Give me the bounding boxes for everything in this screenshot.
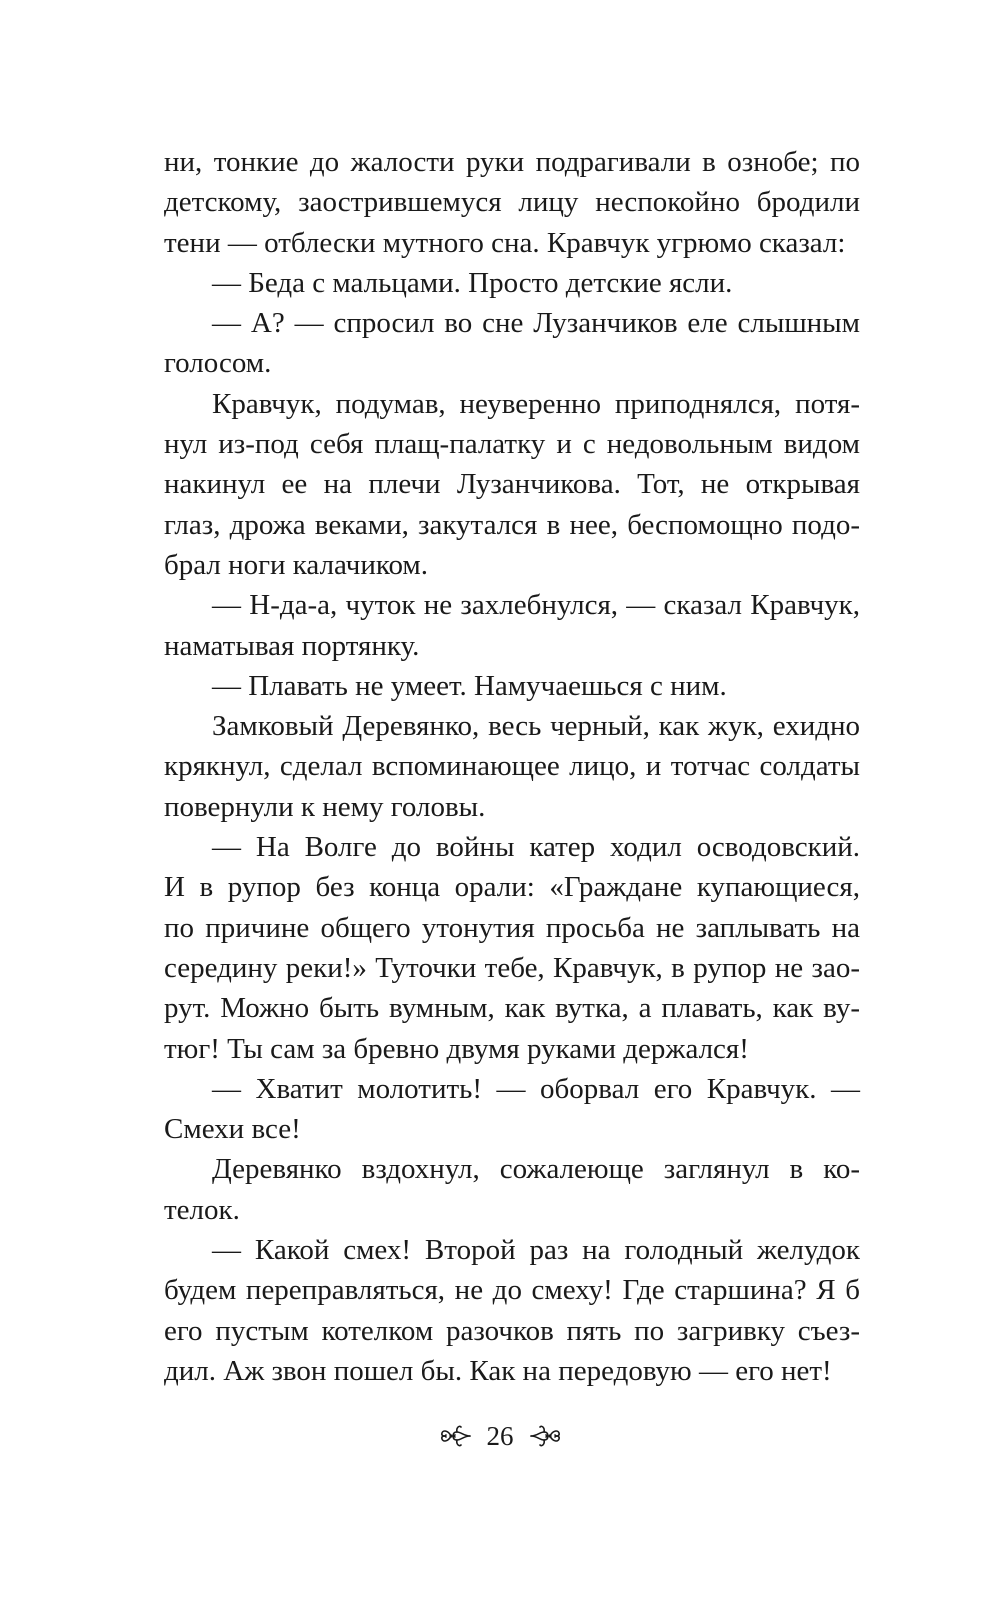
text-line: Деревянко вздохнул, сожалеюще заглянул в ко-	[212, 1153, 860, 1186]
text-line: Смехи все!	[164, 1113, 301, 1146]
page-text	[164, 142, 860, 1391]
text-line: рут. Можно быть вумным, как вутка, а плавать, как ву-	[164, 992, 860, 1025]
text-line: — Какой смех! Второй раз на голодный желудок	[212, 1234, 860, 1267]
floral-ornament-left-icon	[439, 1422, 473, 1450]
text-line: телок.	[164, 1193, 240, 1226]
text-line: — Плавать не умеет. Намучаешься с ним.	[212, 669, 727, 702]
text-line: — А? — спросил во сне Лузанчиков еле слышным	[212, 307, 860, 340]
text-line: по причине общего утонутия просьба не заплывать на	[164, 911, 860, 944]
text-line: наматывая портянку.	[164, 629, 420, 662]
text-line: накинул ее на плечи Лузанчикова. Тот, не открывая	[164, 468, 860, 501]
text-line: — Н-да-а, чуток не захлебнулся, — сказал Кравчук,	[212, 589, 860, 622]
page-number: 26	[486, 1421, 514, 1451]
text-line: дил. Аж звон пошел бы. Как на передовую — его нет!	[164, 1354, 832, 1387]
text-line: будем переправляться, не до смеху! Где старшина? Я б	[164, 1274, 860, 1307]
floral-ornament-right-icon	[528, 1422, 562, 1450]
text-line: глаз, дрожа веками, закутался в нее, беспомощно подо-	[164, 508, 860, 541]
text-line: тени — отблески мутного сна. Кравчук угрюмо сказал:	[164, 226, 846, 259]
text-line: — Беда с мальцами. Просто детские ясли.	[212, 266, 733, 299]
text-line: тюг! Ты сам за бревно двумя руками держался!	[164, 1032, 749, 1065]
text-line: ни, тонкие до жалости руки подрагивали в ознобе; по	[164, 146, 860, 178]
text-line: повернули к нему головы.	[164, 790, 486, 823]
text-line: — Хватит молотить! — оборвал его Кравчук. —	[212, 1072, 860, 1105]
text-line: середину реки!» Туточки тебе, Кравчук, в рупор не зао-	[164, 951, 860, 984]
page-footer	[0, 1414, 1000, 1458]
text-line: — На Волге до войны катер ходил осводовский.	[212, 831, 860, 864]
text-line: детскому, заострившемуся лицу неспокойно бродили	[164, 186, 860, 219]
text-line: Кравчук, подумав, неуверенно приподнялся, потя-	[212, 387, 860, 420]
text-line: И в рупор без конца орали: «Граждане купающиеся,	[164, 871, 860, 904]
text-line: голосом.	[164, 347, 272, 380]
text-line: крякнул, сделал вспоминающее лицо, и тотчас солдаты	[164, 750, 860, 783]
text-line: брал ноги калачиком.	[164, 548, 429, 581]
text-line: Замковый Деревянко, весь черный, как жук, ехидно	[212, 710, 860, 743]
text-line: нул из-под себя плащ-палатку и с недовольным видом	[164, 428, 860, 461]
text-line: его пустым котелком разочков пять по загривку съез-	[164, 1314, 860, 1347]
